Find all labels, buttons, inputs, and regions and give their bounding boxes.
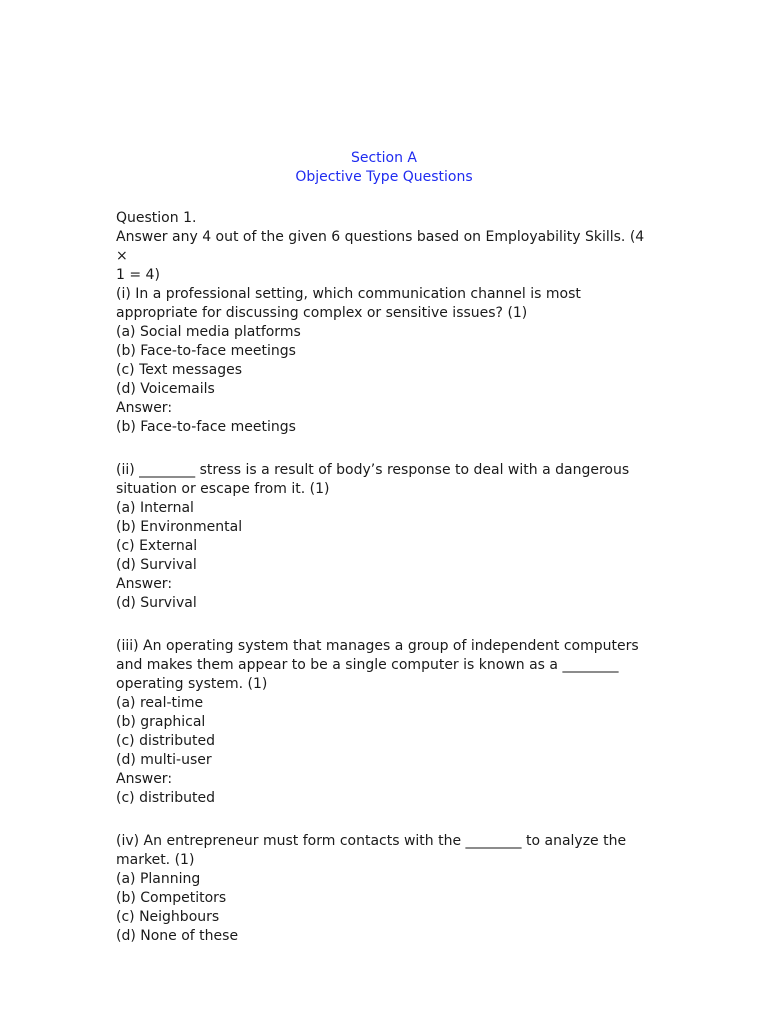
instructions-line: 1 = 4)	[116, 267, 160, 283]
spacer	[116, 808, 656, 832]
answer-option: (b) Environmental	[116, 519, 243, 535]
answer-option: (b) Competitors	[116, 890, 227, 906]
question-stem: (iii) An operating system that manages a group of independent computers	[116, 638, 639, 654]
answer-label: Answer:	[116, 576, 173, 592]
question-stem: operating system. (1)	[116, 676, 268, 692]
answer-option: (d) Voicemails	[116, 381, 215, 397]
spacer	[116, 613, 656, 637]
question-stem: appropriate for discussing complex or sensitive issues? (1)	[116, 305, 528, 321]
question-stem: market. (1)	[116, 852, 195, 868]
answer-label: Answer:	[116, 771, 173, 787]
question-stem: and makes them appear to be a single computer is known as a ________	[116, 657, 619, 673]
question-stem: (iv) An entrepreneur must form contacts with the ________ to analyze the	[116, 833, 627, 849]
answer-option: (b) graphical	[116, 714, 206, 730]
answer-option: (a) real-time	[116, 695, 204, 711]
answer-option: (d) Survival	[116, 557, 197, 573]
answer-option: (a) Planning	[116, 871, 201, 887]
answer-option: (d) None of these	[116, 928, 239, 944]
answer-text: (b) Face-to-face meetings	[116, 419, 296, 435]
answer-label: Answer:	[116, 400, 173, 416]
section-subtitle: Objective Type Questions	[295, 169, 473, 185]
answer-option: (b) Face-to-face meetings	[116, 343, 296, 359]
question-stem: situation or escape from it. (1)	[116, 481, 330, 497]
instructions-line: Answer any 4 out of the given 6 questions based on Employability Skills. (4 ×	[116, 229, 649, 264]
answer-option: (c) Text messages	[116, 362, 243, 378]
answer-option: (a) Social media platforms	[116, 324, 301, 340]
answer-text: (d) Survival	[116, 595, 197, 611]
answer-text: (c) distributed	[116, 790, 216, 806]
question-stem: (i) In a professional setting, which communication channel is most	[116, 286, 581, 302]
answer-option: (c) Neighbours	[116, 909, 220, 925]
answer-option: (a) Internal	[116, 500, 194, 516]
answer-option: (c) distributed	[116, 733, 216, 749]
section-title: Section A	[350, 150, 418, 166]
answer-option: (d) multi-user	[116, 752, 212, 768]
question-stem: (ii) ________ stress is a result of body’s response to deal with a dangerous	[116, 462, 630, 478]
spacer	[116, 437, 656, 461]
question-label: Question 1.	[116, 210, 197, 226]
answer-option: (c) External	[116, 538, 198, 554]
question-content	[116, 209, 656, 946]
